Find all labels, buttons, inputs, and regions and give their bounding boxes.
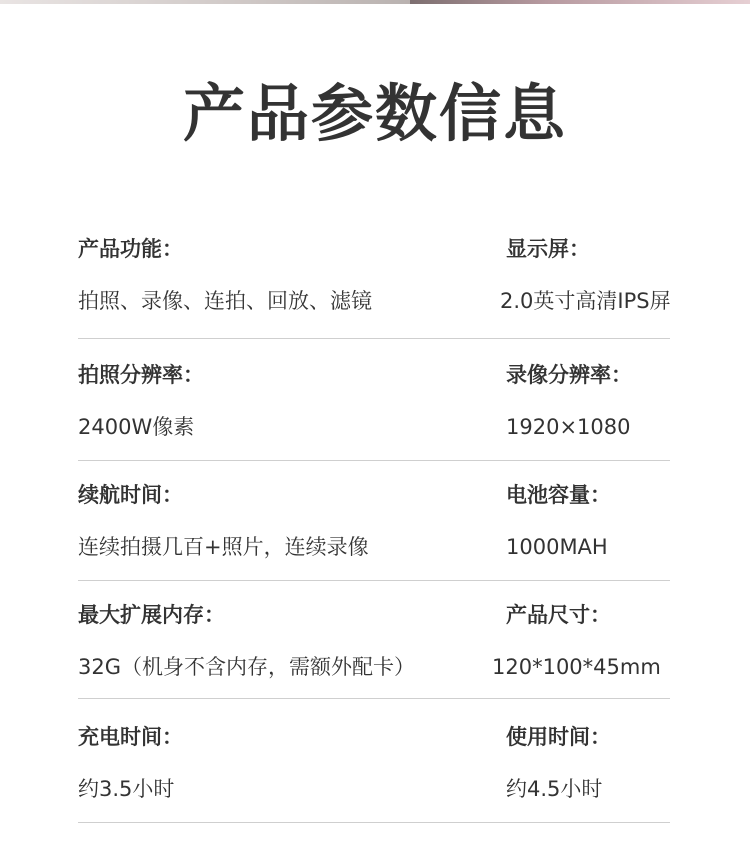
spec-row-3 — [78, 478, 670, 598]
spec-label-battery-life: 续航时间： — [78, 483, 183, 507]
top-strip-left-segment — [0, 0, 410, 4]
spec-label-charge-time: 充电时间： — [78, 725, 183, 749]
spec-value-use-time: 约4.5小时 — [506, 777, 603, 801]
spec-value-display: 2.0英寸高清IPS屏 — [500, 289, 671, 313]
spec-row-2 — [78, 358, 670, 478]
row-divider — [78, 698, 670, 699]
spec-label-function: 产品功能： — [78, 237, 183, 261]
spec-value-battery-capacity: 1000MAH — [506, 535, 608, 559]
row-divider — [78, 822, 670, 823]
spec-value-battery-life: 连续拍摄几百+照片，连续录像 — [78, 535, 369, 559]
spec-label-max-storage: 最大扩展内存： — [78, 603, 225, 627]
spec-label-video-resolution: 录像分辨率： — [506, 363, 632, 387]
spec-row-1 — [78, 232, 670, 352]
page-title: 产品参数信息 — [182, 77, 567, 150]
row-divider — [78, 338, 670, 339]
spec-value-photo-resolution: 2400W像素 — [78, 415, 195, 439]
spec-value-video-resolution: 1920×1080 — [506, 415, 631, 439]
spec-value-charge-time: 约3.5小时 — [78, 777, 175, 801]
row-divider — [78, 580, 670, 581]
spec-value-max-storage: 32G（机身不含内存，需额外配卡） — [78, 655, 415, 679]
spec-label-photo-resolution: 拍照分辨率： — [78, 363, 204, 387]
row-divider — [78, 460, 670, 461]
top-strip-right-segment — [410, 0, 750, 4]
spec-value-function: 拍照、录像、连拍、回放、滤镜 — [78, 289, 372, 313]
spec-label-battery-capacity: 电池容量： — [506, 483, 611, 507]
spec-label-use-time: 使用时间： — [506, 725, 611, 749]
spec-row-4 — [78, 598, 670, 718]
spec-label-product-size: 产品尺寸： — [506, 603, 611, 627]
spec-value-product-size: 120*100*45mm — [492, 655, 661, 679]
spec-label-display: 显示屏： — [506, 237, 590, 261]
top-decorative-strip — [0, 0, 750, 4]
spec-row-5 — [78, 720, 670, 840]
